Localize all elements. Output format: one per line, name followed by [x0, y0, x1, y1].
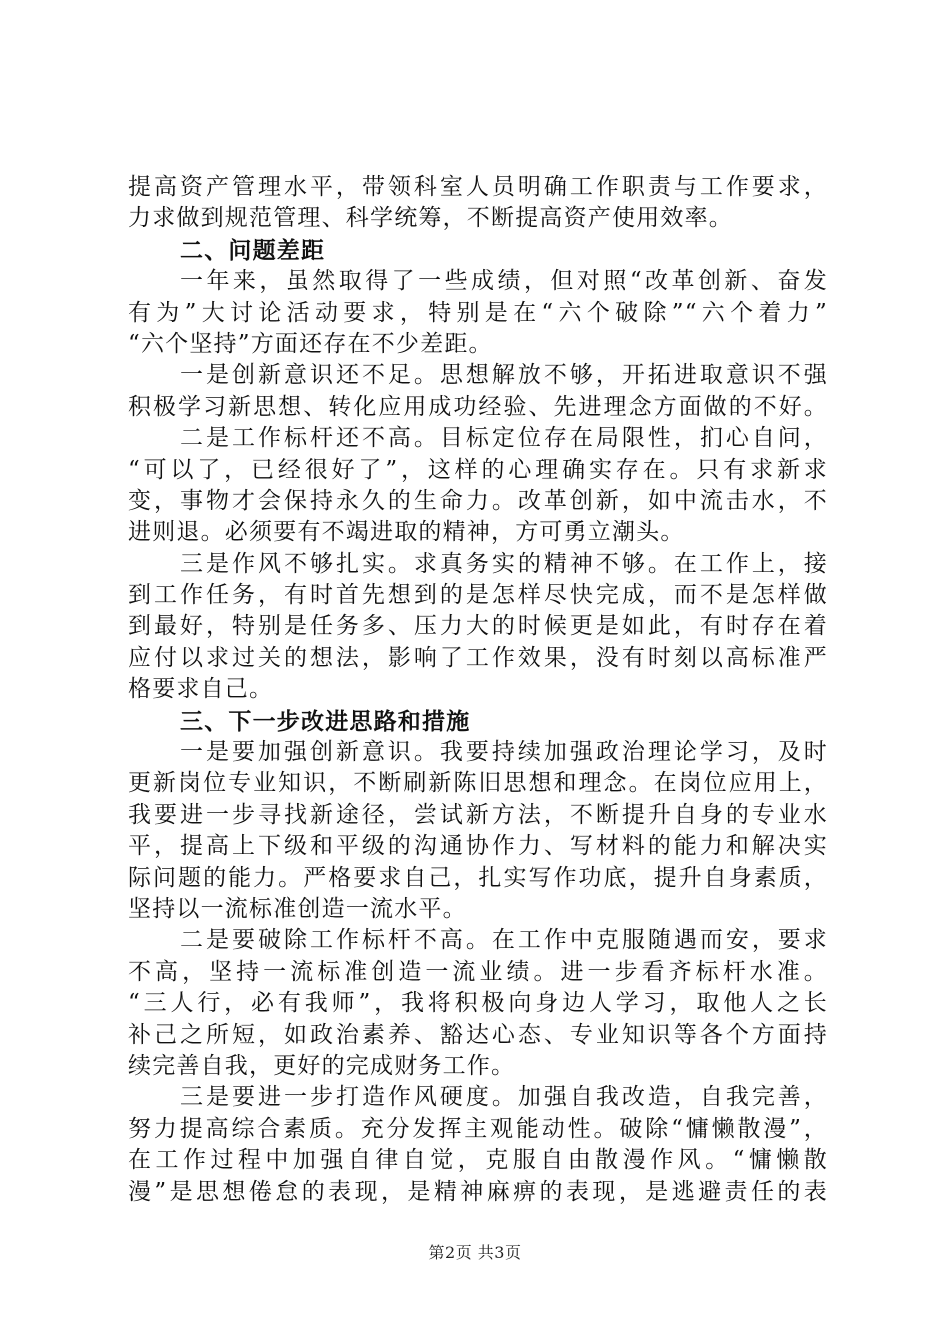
paragraph-line: 到最好，特别是任务多、压力大的时候更是如此，有时存在着	[128, 613, 828, 640]
paragraph-line: 提高资产管理水平，带领科室人员明确工作职责与工作要求，	[128, 174, 828, 200]
paragraph-line: 进则退。必须要有不竭进取的精神，方可勇立潮头。	[128, 519, 685, 546]
paragraph-line: 力求做到规范管理、科学统筹，不断提高资产使用效率。	[128, 205, 733, 232]
paragraph-line: 三是要进一步打造作风硬度。加强自我改造，自我完善，	[180, 1084, 828, 1111]
paragraph-line: 际问题的能力。严格要求自己，扎实写作功底，提升自身素质，	[128, 864, 828, 891]
section-heading: 三、下一步改进思路和措施	[180, 707, 471, 735]
paragraph-line: 漫”是思想倦怠的表现，是精神麻痹的表现，是逃避责任的表	[128, 1178, 828, 1205]
paragraph-line: 更新岗位专业知识，不断刷新陈旧思想和理念。在岗位应用上，	[128, 770, 828, 797]
paragraph-line: 我要进一步寻找新途径，尝试新方法，不断提升自身的专业水	[128, 801, 828, 828]
paragraph-line: 补己之所短，如政治素养、豁达心态、专业知识等各个方面持	[128, 1021, 828, 1048]
paragraph-line: 二是要破除工作标杆不高。在工作中克服随遇而安，要求	[180, 927, 828, 954]
paragraph-line: 有为”大讨论活动要求，特别是在“六个破除”“六个着力”	[128, 299, 828, 326]
paragraph-line: 三是作风不够扎实。求真务实的精神不够。在工作上，接	[180, 550, 828, 577]
paragraph-line: 到工作任务，有时首先想到的是怎样尽快完成，而不是怎样做	[128, 582, 828, 609]
paragraph-line: 应付以求过关的想法，影响了工作效果，没有时刻以高标准严	[128, 644, 828, 671]
paragraph-line: 一是要加强创新意识。我要持续加强政治理论学习，及时	[180, 739, 828, 766]
paragraph-line: “三人行，必有我师”，我将积极向身边人学习，取他人之长	[128, 990, 828, 1017]
paragraph-line: 续完善自我，更好的完成财务工作。	[128, 1052, 516, 1079]
paragraph-line: 格要求自己。	[128, 676, 274, 703]
paragraph-line: 二是工作标杆还不高。目标定位存在局限性，扪心自问，	[180, 425, 828, 452]
paragraph-line: 积极学习新思想、转化应用成功经验、先进理念方面做的不好。	[128, 393, 828, 420]
paragraph-line: 一年来，虽然取得了一些成绩，但对照“改革创新、奋发	[180, 268, 828, 295]
paragraph-line: “可以了，已经很好了”，这样的心理确实存在。只有求新求	[128, 456, 828, 483]
paragraph-line: 变，事物才会保持永久的生命力。改革创新，如中流击水，不	[128, 487, 828, 514]
document-body	[128, 172, 828, 1208]
paragraph-line: 在工作过程中加强自律自觉，克服自由散漫作风。“慵懒散	[128, 1147, 828, 1174]
paragraph-line: 努力提高综合素质。充分发挥主观能动性。破除“慵懒散漫”，	[128, 1115, 828, 1142]
paragraph-line: 平，提高上下级和平级的沟通协作力、写材料的能力和解决实	[128, 833, 828, 860]
page-number-footer: 第2页 共3页	[428, 1243, 522, 1262]
section-heading: 二、问题差距	[180, 236, 326, 264]
paragraph-line: 一是创新意识还不足。思想解放不够，开拓进取意识不强	[180, 362, 828, 389]
paragraph-line: 坚持以一流标准创造一流水平。	[128, 895, 467, 922]
paragraph-line: 不高，坚持一流标准创造一流业绩。进一步看齐标杆水准。	[128, 958, 828, 985]
paragraph-line: “六个坚持”方面还存在不少差距。	[128, 330, 493, 357]
